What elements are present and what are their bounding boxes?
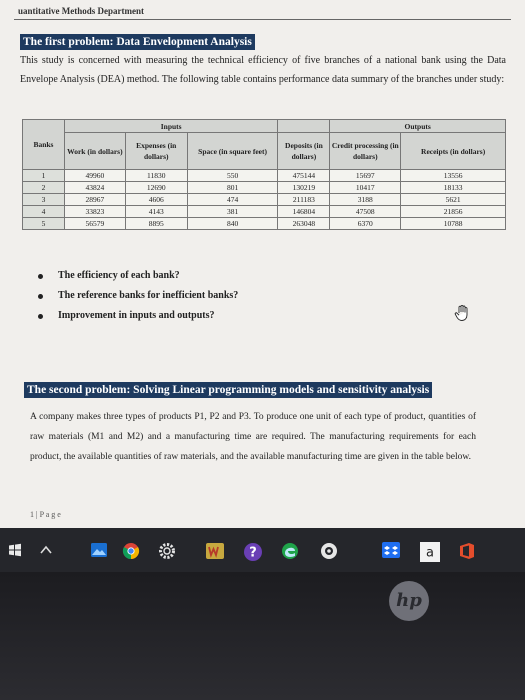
problem2-heading: The second problem: Solving Linear programming models and sensitivity analysis [24,382,432,398]
table-cell: 381 [187,206,278,218]
question-text: The reference banks for inefficient banks? [58,290,239,301]
question-text: The efficiency of each bank? [58,270,180,281]
table-row [23,206,506,218]
table-cell: 15697 [330,170,401,182]
group-spacer [278,120,330,133]
list-item [38,306,238,326]
table-cell: 49960 [64,170,125,182]
table-cell: 4 [23,206,65,218]
col-work: Work (in dollars) [64,133,125,170]
table-row [23,170,506,182]
list-item [38,266,238,286]
bullet-icon [38,274,43,279]
table-cell: 4143 [125,206,187,218]
chrome-icon[interactable] [122,542,140,560]
table-cell: 801 [187,182,278,194]
table-cell: 6370 [330,218,401,230]
table-cell: 43824 [64,182,125,194]
table-cell: 12690 [125,182,187,194]
table-cell: 11830 [125,170,187,182]
settings-icon[interactable] [158,542,176,560]
table-cell: 5 [23,218,65,230]
table-cell: 47508 [330,206,401,218]
table-cell: 263048 [278,218,330,230]
table-cell: 3188 [330,194,401,206]
table-cell: 13556 [401,170,506,182]
col-space: Space (in square feet) [187,133,278,170]
col-receipts: Receipts (in dollars) [401,133,506,170]
problem1-intro: This study is concerned with measuring the technical efficiency of five branches of a national bank using the Data Envelope Analysis (DEA) method. The following table contains performance data summary of the branches under study: [20,55,506,85]
dropbox-icon[interactable] [382,542,400,558]
table-cell: 18133 [401,182,506,194]
photos-icon[interactable] [90,542,108,558]
table-cell: 5621 [401,194,506,206]
camera-icon[interactable] [320,542,338,560]
dea-table [22,119,506,230]
bullet-icon [38,314,43,319]
col-deposits: Deposits (in dollars) [278,133,330,170]
table-cell: 21856 [401,206,506,218]
chevron-up-icon[interactable] [40,545,52,555]
edge-icon[interactable] [281,542,299,560]
table-cell: 840 [187,218,278,230]
table-cell: 28967 [64,194,125,206]
page-number: 1 | P a g e [30,510,61,519]
table-row [23,182,506,194]
question-list [38,266,238,326]
table-row [23,218,506,230]
header-rule [14,19,511,20]
table-cell: 146804 [278,206,330,218]
amazon-icon[interactable] [420,542,440,562]
group-outputs: Outputs [330,120,506,133]
table-cell: 4606 [125,194,187,206]
question-text: Improvement in inputs and outputs? [58,310,215,321]
table-cell: 475144 [278,170,330,182]
col-credit: Credit processing (in dollars) [330,133,401,170]
table-cell: 550 [187,170,278,182]
group-inputs: Inputs [64,120,278,133]
col-banks: Banks [23,120,65,170]
bullet-icon [38,294,43,299]
table-cell: 56579 [64,218,125,230]
table-cell: 474 [187,194,278,206]
hp-logo: hp [389,581,429,621]
department-header: uantitative Methods Department [18,6,144,16]
table-cell: 8895 [125,218,187,230]
list-item [38,286,238,306]
table-cell: 10417 [330,182,401,194]
table-cell: 1 [23,170,65,182]
table-cell: 33823 [64,206,125,218]
table-row [23,194,506,206]
windows-logo-icon[interactable] [8,543,22,557]
amazon-icon-letter: a [426,545,434,561]
word-icon[interactable] [205,542,225,560]
table-cell: 3 [23,194,65,206]
col-expenses: Expenses (in dollars) [125,133,187,170]
table-cell: 130219 [278,182,330,194]
table-cell: 10788 [401,218,506,230]
svg-text:?: ? [249,545,257,561]
problem1-heading: The first problem: Data Envelopment Analysis [20,34,255,50]
help-icon[interactable] [243,542,263,562]
table-cell: 2 [23,182,65,194]
laptop-bezel [0,572,525,700]
problem2-intro: A company makes three types of products P1, P2 and P3. To produce one unit of each type of product, quantities of raw materials (M1 and M2) and a manufacturing time are required. The manufacturing requirements for each product, the available quantities of raw materials, and the available manufacturing time are given in the table below. [30,412,476,462]
hand-cursor-icon [453,304,471,322]
taskbar [0,528,525,572]
table-cell: 211183 [278,194,330,206]
office-icon[interactable] [458,542,476,560]
